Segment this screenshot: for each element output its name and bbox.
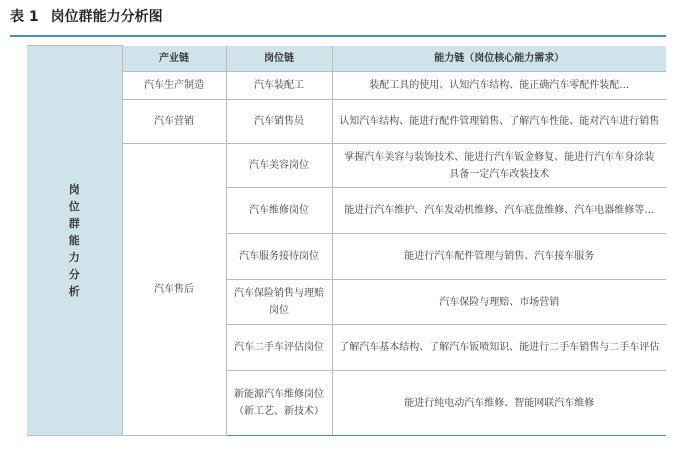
industry-cell: 汽车生产制造 bbox=[122, 72, 226, 100]
header-ability: 能力链（岗位核心能力需求） bbox=[332, 46, 666, 72]
header-position: 岗位链 bbox=[226, 46, 332, 72]
ability-cell: 认知汽车结构、能进行配件管理销售、了解汽车性能、能对汽车进行销售 bbox=[332, 100, 666, 144]
side-label: 岗位群能力分析 bbox=[68, 183, 80, 298]
ability-cell: 装配工具的使用、认知汽车结构、能正确汽车零配件装配… bbox=[332, 72, 666, 100]
position-cell: 汽车美容岗位 bbox=[226, 144, 332, 188]
side-label-cell bbox=[27, 46, 122, 436]
ability-cell: 汽车保险与理赔、市场营销 bbox=[332, 280, 666, 325]
ability-cell: 能进行汽车维护、汽车发动机维修、汽车底盘维修、汽车电器维修等… bbox=[332, 188, 666, 234]
position-cell: 汽车二手车评估岗位 bbox=[226, 325, 332, 371]
title-rule bbox=[10, 35, 666, 37]
ability-table bbox=[27, 45, 666, 436]
header-industry: 产业链 bbox=[122, 46, 226, 72]
position-cell: 汽车保险销售与理赔岗位 bbox=[226, 280, 332, 325]
position-cell: 汽车维修岗位 bbox=[226, 188, 332, 234]
ability-cell: 能进行汽车配件管理与销售、汽车接车服务 bbox=[332, 234, 666, 280]
table-title bbox=[10, 6, 163, 26]
table-row bbox=[27, 144, 666, 188]
table-row bbox=[27, 100, 666, 144]
position-cell: 新能源汽车维修岗位（新工艺、新技术） bbox=[226, 371, 332, 436]
position-cell: 汽车装配工 bbox=[226, 72, 332, 100]
position-cell: 汽车服务接待岗位 bbox=[226, 234, 332, 280]
table-title-text: 岗位群能力分析图 bbox=[50, 9, 163, 25]
ability-cell: 能进行纯电动汽车维修、智能网联汽车维修 bbox=[332, 371, 666, 436]
ability-cell: 了解汽车基本结构、了解汽车钣喷知识、能进行二手车销售与二手车评估 bbox=[332, 325, 666, 371]
industry-cell: 汽车售后 bbox=[122, 144, 226, 436]
table-number: 表 1 bbox=[10, 9, 39, 25]
ability-cell: 掌握汽车美容与装饰技术、能进行汽车钣金修复、能进行汽车车身涂装 具备一定汽车改装技术 bbox=[332, 144, 666, 188]
table-row bbox=[27, 72, 666, 100]
position-cell: 汽车销售员 bbox=[226, 100, 332, 144]
industry-cell: 汽车营销 bbox=[122, 100, 226, 144]
